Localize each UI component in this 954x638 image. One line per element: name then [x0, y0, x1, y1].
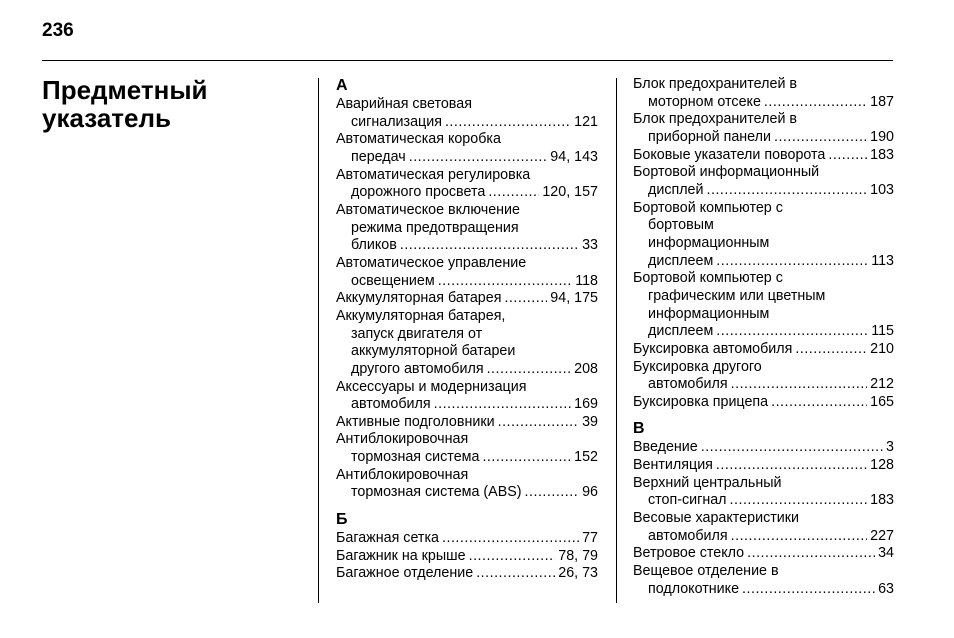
entry-leader-line: [633, 394, 894, 412]
dot-leader: [716, 323, 868, 341]
entry-term: дисплеем: [648, 252, 714, 269]
entry-leader-line: [633, 323, 894, 341]
page-ref: 96: [582, 484, 598, 501]
entry-line: Аксессуары и модернизация: [336, 378, 527, 395]
index-entry: [633, 111, 894, 146]
index-entry: [633, 439, 894, 457]
entry-line: Антиблокировочная: [336, 431, 469, 448]
page-ref: 128: [870, 457, 894, 474]
entry-term: автомобиля: [648, 376, 728, 393]
entry-term: тормозная система (ABS): [351, 484, 522, 501]
entry-line: Антиблокировочная: [336, 466, 469, 483]
dot-leader: [731, 376, 868, 394]
entry-leader-line: [633, 581, 894, 599]
page-ref: 212: [870, 376, 894, 393]
dot-leader: [476, 565, 555, 583]
index-entry: [633, 394, 894, 412]
index-entry: [633, 475, 894, 510]
entry-leader-line: [633, 492, 894, 510]
index-entry: [633, 563, 894, 598]
entry-line: Автоматическая коробка: [336, 131, 501, 148]
page-ref: 165: [870, 393, 894, 410]
entry-term: бликов: [351, 237, 397, 254]
page-ref: 120, 157: [542, 184, 598, 201]
page-ref: 183: [870, 492, 894, 509]
page-ref: 210: [870, 340, 894, 357]
entry-term: дисплеем: [648, 323, 714, 340]
page-ref: 77: [582, 530, 598, 547]
index-entry: [336, 202, 598, 255]
entry-leader-line: [633, 341, 894, 359]
entry-term: Активные подголовники: [336, 413, 495, 430]
index-entry: [336, 131, 598, 166]
index-entry: [633, 76, 894, 111]
page-ref: 115: [871, 323, 894, 340]
index-column-1: [336, 76, 598, 583]
page-ref: 39: [582, 413, 598, 430]
section-letter: А: [336, 77, 348, 94]
index-entry: [336, 255, 598, 290]
dot-leader: [482, 449, 571, 467]
dot-leader: [707, 182, 868, 200]
dot-leader: [742, 581, 875, 599]
entry-leader-line: [633, 545, 894, 563]
dot-leader: [498, 414, 579, 432]
dot-leader: [469, 548, 556, 566]
entry-term: Буксировка прицепа: [633, 393, 769, 410]
index-entry: [336, 414, 598, 432]
entry-term: дисплей: [648, 181, 704, 198]
page-ref: 169: [574, 396, 598, 413]
entry-leader-line: [633, 182, 894, 200]
index-entry: [336, 530, 598, 548]
entry-leader-line: [336, 361, 598, 379]
entry-term: Аккумуляторная батарея: [336, 290, 502, 307]
entry-line: информационным: [648, 305, 770, 322]
dot-leader: [487, 361, 572, 379]
index-entry: [336, 565, 598, 583]
page-ref: 190: [870, 128, 894, 145]
entry-line: Вещевое отделение в: [633, 563, 779, 580]
entry-line: Автоматическое включение: [336, 201, 520, 218]
index-entry: [336, 290, 598, 308]
entry-line: Блок предохранителей в: [633, 76, 798, 92]
page-ref: 94, 143: [550, 148, 598, 165]
entry-line: Буксировка другого: [633, 358, 762, 375]
page-ref: 34: [878, 545, 894, 562]
entry-leader-line: [633, 376, 894, 394]
dot-leader: [730, 492, 868, 510]
index-entry: [336, 431, 598, 466]
page-ref: 103: [870, 181, 894, 198]
entry-term: Багажное отделение: [336, 565, 474, 582]
index-section: [633, 419, 894, 598]
entry-leader-line: [336, 149, 598, 167]
entry-line: Верхний центральный: [633, 474, 782, 491]
entry-line: Весовые характеристики: [633, 510, 799, 527]
dot-leader: [795, 341, 867, 359]
dot-leader: [701, 439, 883, 457]
entry-leader-line: [336, 184, 598, 202]
dot-leader: [400, 237, 579, 255]
entry-leader-line: [336, 290, 598, 308]
entry-term: Буксировка автомобиля: [633, 340, 793, 357]
entry-term: передач: [351, 148, 406, 165]
entry-term: стоп-сигнал: [648, 492, 727, 509]
index-entry: [336, 548, 598, 566]
entry-leader-line: [336, 237, 598, 255]
page-ref: 187: [870, 93, 894, 110]
entry-leader-line: [336, 273, 598, 291]
entry-leader-line: [633, 253, 894, 271]
index-entry: [336, 96, 598, 131]
index-entry: [633, 341, 894, 359]
entry-term: дорожного просвета: [351, 184, 486, 201]
page-ref: 78, 79: [558, 547, 598, 564]
dot-leader: [488, 184, 539, 202]
page-ref: 118: [575, 272, 598, 289]
entry-leader-line: [633, 528, 894, 546]
index-entry: [633, 200, 894, 271]
dot-leader: [771, 394, 867, 412]
entry-term: Боковые указатели поворота: [633, 146, 826, 163]
entry-leader-line: [633, 147, 894, 165]
title-line: Предметный: [42, 75, 208, 105]
index-section: [336, 510, 598, 583]
index-section: [633, 76, 894, 411]
page-ref: 121: [574, 113, 598, 130]
dot-leader: [716, 253, 868, 271]
dot-leader: [442, 530, 579, 548]
dot-leader: [525, 484, 580, 502]
dot-leader: [747, 545, 875, 563]
dot-leader: [434, 396, 572, 414]
entry-leader-line: [336, 530, 598, 548]
entry-leader-line: [633, 439, 894, 457]
entry-leader-line: [633, 94, 894, 112]
index-entry: [336, 467, 598, 502]
entry-term: тормозная система: [351, 449, 480, 466]
dot-leader: [774, 129, 867, 147]
dot-leader: [409, 149, 548, 167]
index-entry: [633, 457, 894, 475]
dot-leader: [716, 457, 867, 475]
entry-line: Бортовой компьютер с: [633, 270, 783, 287]
section-letter: Б: [336, 511, 348, 529]
entry-line: Бортовой информационный: [633, 164, 820, 181]
entry-term: автомобиля: [648, 527, 728, 544]
entry-leader-line: [336, 396, 598, 414]
entry-line: информационным: [648, 234, 770, 251]
page-ref: 33: [582, 237, 598, 254]
entry-term: Багажная сетка: [336, 530, 440, 547]
page-ref: 152: [574, 449, 598, 466]
header-rule: [42, 60, 893, 61]
entry-term: Вентиляция: [633, 457, 713, 474]
index-entry: [633, 164, 894, 199]
column-divider: [318, 78, 319, 603]
column-divider: [616, 78, 617, 603]
index-entry: [633, 359, 894, 394]
entry-line: графическим или цветным: [648, 287, 826, 304]
index-entry: [633, 147, 894, 165]
index-entry: [633, 510, 894, 545]
index-entry: [633, 545, 894, 563]
dot-leader: [438, 273, 573, 291]
page-ref: 63: [878, 580, 894, 597]
page-ref: 183: [870, 146, 894, 163]
entry-leader-line: [633, 129, 894, 147]
entry-term: подлокотнике: [648, 580, 740, 597]
entry-term: Ветровое стекло: [633, 545, 745, 562]
entry-term: приборной панели: [648, 128, 771, 145]
entry-leader-line: [336, 548, 598, 566]
index-entry: [336, 379, 598, 414]
dot-leader: [445, 114, 571, 132]
entry-line: запуск двигателя от: [351, 325, 483, 342]
dot-leader: [731, 528, 868, 546]
entry-term: Введение: [633, 439, 698, 456]
entry-line: режима предотвращения: [351, 219, 519, 236]
entry-term: сигнализация: [351, 113, 442, 130]
entry-line: Аккумуляторная батарея,: [336, 307, 506, 324]
page-ref: 94, 175: [550, 290, 598, 307]
page-ref: 227: [870, 527, 894, 544]
entry-term: другого автомобиля: [351, 360, 484, 377]
entry-line: аккумуляторной батареи: [351, 343, 516, 360]
entry-leader-line: [336, 449, 598, 467]
dot-leader: [504, 290, 547, 308]
page-ref: 3: [886, 439, 894, 456]
entry-line: Автоматическая регулировка: [336, 166, 531, 183]
entry-leader-line: [336, 484, 598, 502]
index-column-2: [633, 76, 894, 598]
index-entry: [336, 308, 598, 379]
entry-line: Бортовой компьютер с: [633, 199, 783, 216]
entry-term: моторном отсеке: [648, 93, 761, 110]
entry-leader-line: [633, 457, 894, 475]
entry-term: освещением: [351, 272, 435, 289]
entry-line: бортовым: [648, 217, 714, 234]
dot-leader: [828, 147, 867, 165]
page-ref: 208: [574, 360, 598, 377]
dot-leader: [764, 94, 867, 112]
entry-line: Аварийная световая: [336, 96, 472, 112]
entry-line: Автоматическое управление: [336, 254, 527, 271]
index-entry: [336, 167, 598, 202]
entry-leader-line: [336, 114, 598, 132]
title-line: указатель: [42, 103, 171, 133]
entry-line: Блок предохранителей в: [633, 111, 798, 128]
page-ref: 113: [871, 252, 894, 269]
section-letter: В: [633, 420, 645, 438]
entry-leader-line: [336, 565, 598, 583]
page-number: 236: [42, 20, 74, 41]
page-ref: 26, 73: [558, 565, 598, 582]
entry-term: Багажник на крыше: [336, 547, 466, 564]
entry-term: автомобиля: [351, 396, 431, 413]
page-title: [42, 76, 282, 132]
index-entry: [633, 270, 894, 341]
index-section: [336, 76, 598, 502]
entry-leader-line: [336, 414, 598, 432]
